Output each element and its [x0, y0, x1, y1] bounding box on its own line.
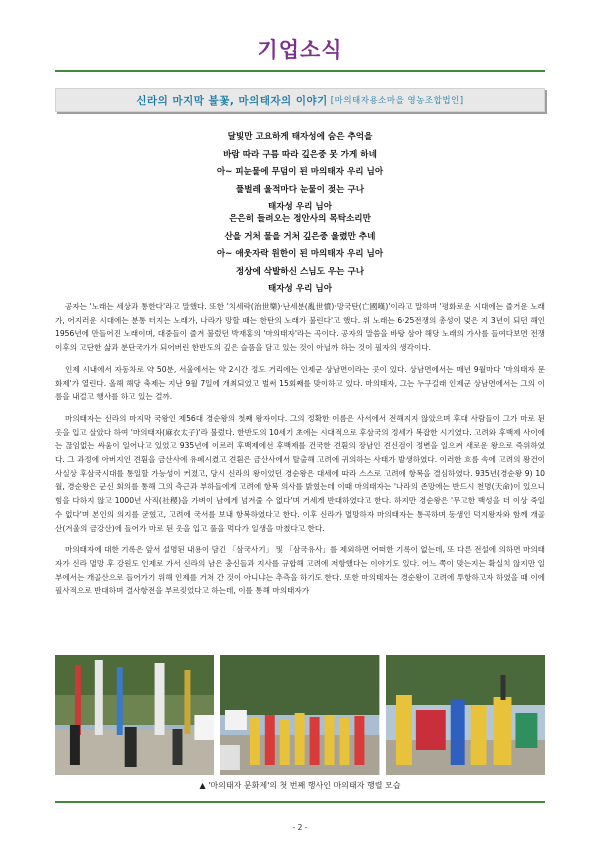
parade-photo-1 — [55, 655, 214, 775]
bottom-divider — [55, 801, 545, 803]
parade-photo-3 — [386, 655, 545, 775]
poem-line: 풀벌레 울적마다 눈물이 젖는 구나 — [235, 184, 365, 195]
article-title: 신라의 마지막 불꽃, 마의태자의 이야기 — [136, 94, 328, 107]
poem-line: 바람 따라 구름 따라 깊은중 못 가게 하네 — [223, 149, 377, 160]
poem-line: 태자성 우리 님아 — [267, 284, 333, 294]
page-title: 기업소식 — [257, 38, 343, 62]
poem-stanza-1 — [0, 129, 600, 217]
photo-strip — [55, 655, 545, 775]
poem-line: 달빛만 고요하게 태자성에 숨은 추억을 — [227, 132, 373, 142]
body-paragraph-3: 마의태자는 신라의 마지막 국왕인 제56대 경순왕의 첫째 왕자이다. 그의 정확한 이름은 사서에서 전해지지 않았으며 후대 사람들이 그가 마로 된 옷을 입고 살았다 하여 '마의태자(麻衣太子)'라 불렀다. 한반도의 10세기 초에는 시대적으로 후삼국의 정세가 복잡한 시기였다. 고려와 후백제 사이에는 끊임없는 싸움이 일어나고 있었고 935년에 이르러 후백제에선 후백제를 건국한 견훤의 장남인 견신검이 정변을 일으켜 새로운 왕으로 즉위하였다. 그 과정에 아버지인 견훤을 금산사에 유폐시켰고 견훤은 금산사에서 탈출해 고려에 귀의하는 사태가 발생하였다. 이러한 흐름 속에 고려의 왕건이 사실상 후삼국시대를 통일할 가능성이 커졌고, 당시 신라의 왕이었던 경순왕은 대세에 따라 스스로 고려에 항복을 결심하였다. 935년(경순왕 9) 10월, 경순왕은 군신 회의를 통해 그의 측근과 부하들에게 고려에 항복 의사를 밝혔는데 이때 마의태자는 '나라의 존망에는 반드시 천명(天命)이 있으니 힘을 다하지 않고 1000년 사직(社稷)을 가벼이 남에게 넘겨줄 수 없다'며 거세게 반대하였다고 한다. 하지만 경순왕은 '무고한 백성을 더 이상 죽일 수 없다'며 본인의 의지를 굳혔고, 고려에 국서를 보내 항복하였다고 한다. 이후 신라가 멸망하자 마의태자는 통곡하며 동생인 덕지왕자와 함께 개골산(겨울의 금강산)에 들어가 마로 된 옷을 입고 풀을 먹다가 일생을 마쳤다고 한다. — [55, 413, 545, 533]
page-number: - 2 - — [292, 823, 308, 832]
parade-photo-2 — [220, 655, 379, 775]
article-body — [55, 300, 545, 606]
top-divider — [55, 70, 545, 72]
poem-stanza-2 — [0, 211, 600, 299]
body-paragraph-2: 인제 시내에서 자동차로 약 50분, 서울에서는 약 2시간 정도 거리에는 인제군 상남면이라는 곳이 있다. 상남면에서는 매년 9월마다 '마의태자 문화제'가 열린다. 올해 해당 축제는 지난 9월 7일에 개최되었고 벌써 15회째를 맞이하고 있다. 마의태자, 그는 누구길래 인제군 상남면에서는 그의 이름을 내걸고 행사를 하고 있는 걸까. — [55, 364, 545, 402]
poem-line: 아~ 애웃자락 원한이 된 마의태자 우리 님아 — [216, 249, 384, 259]
poem-line: 은은히 들려오는 정안사의 목탁소리만 — [229, 214, 371, 224]
body-paragraph-4: 마의태자에 대한 기록은 앞서 설명된 내용이 담긴 「삼국사기」 및 「삼국유사」를 제외하면 어떠한 기록이 없는데, 또 다른 전설에 의하면 마의태자가 신라 멸망 후 강원도 인제로 가서 신라의 남은 충신들과 지사를 규합해 고려에 저항했다는 이야기도 있다. 어느 쪽이 맞는지는 확실치 않지만 일부에서는 개골산으로 들어가기 위해 인제를 거쳐 간 것이 아니냐는 추측을 하기도 한다. 또한 마의태자는 경순왕이 고려에 투항하고자 하였을 때 이에 필사적으로 반대하며 결사항전을 부르짖었다고 하는데, 이를 통해 마의태자가 — [55, 545, 545, 596]
poem-line: 태자성 우리 님아 — [267, 202, 333, 212]
article-source: [마의태자용소마을 영농조합법인] — [330, 96, 464, 106]
poem-line: 아~ 피눈물에 무덤이 된 마의태자 우리 님아 — [216, 167, 384, 177]
photo-caption: ▲ '마의태자 문화제'의 첫 번째 행사인 마의태자 행렬 모습 — [199, 781, 401, 790]
body-paragraph-1: 공자는 '노래는 세상과 통한다'라고 말했다. 또한 '치세락(治世樂)·난세분(亂世憤)·망국탄(亡國嘆)'이라고 말하며 '평화로운 시대에는 즐거운 노래가, 어지러운 시대에는 분통 터지는 노래가, 나라가 망할 때는 한탄의 노래가 불린다'고 했다. 위 노래는 6·25전쟁의 총성이 멎은 지 3년이 되던 해인 1956년에 만들어진 노래이며, 대중들이 즐겨 불렀던 박재홍의 '마의태자'라는 곡이다. 공자의 말씀을 바탕 삼아 해당 노래의 가사를 들여다보면 전쟁 이후의 고단한 삶과 분단국가가 되어버린 한반도의 깊은 슬픔을 담고 있는 것이 아닐까 하는 것이 필자의 생각이다. — [55, 302, 545, 353]
poem-line: 산을 거처 물을 거처 깊은중 울렸만 추네 — [224, 231, 376, 242]
article-title-banner — [55, 88, 545, 112]
poem-line: 정상에 삭발하신 스님도 우는 구나 — [235, 266, 365, 277]
